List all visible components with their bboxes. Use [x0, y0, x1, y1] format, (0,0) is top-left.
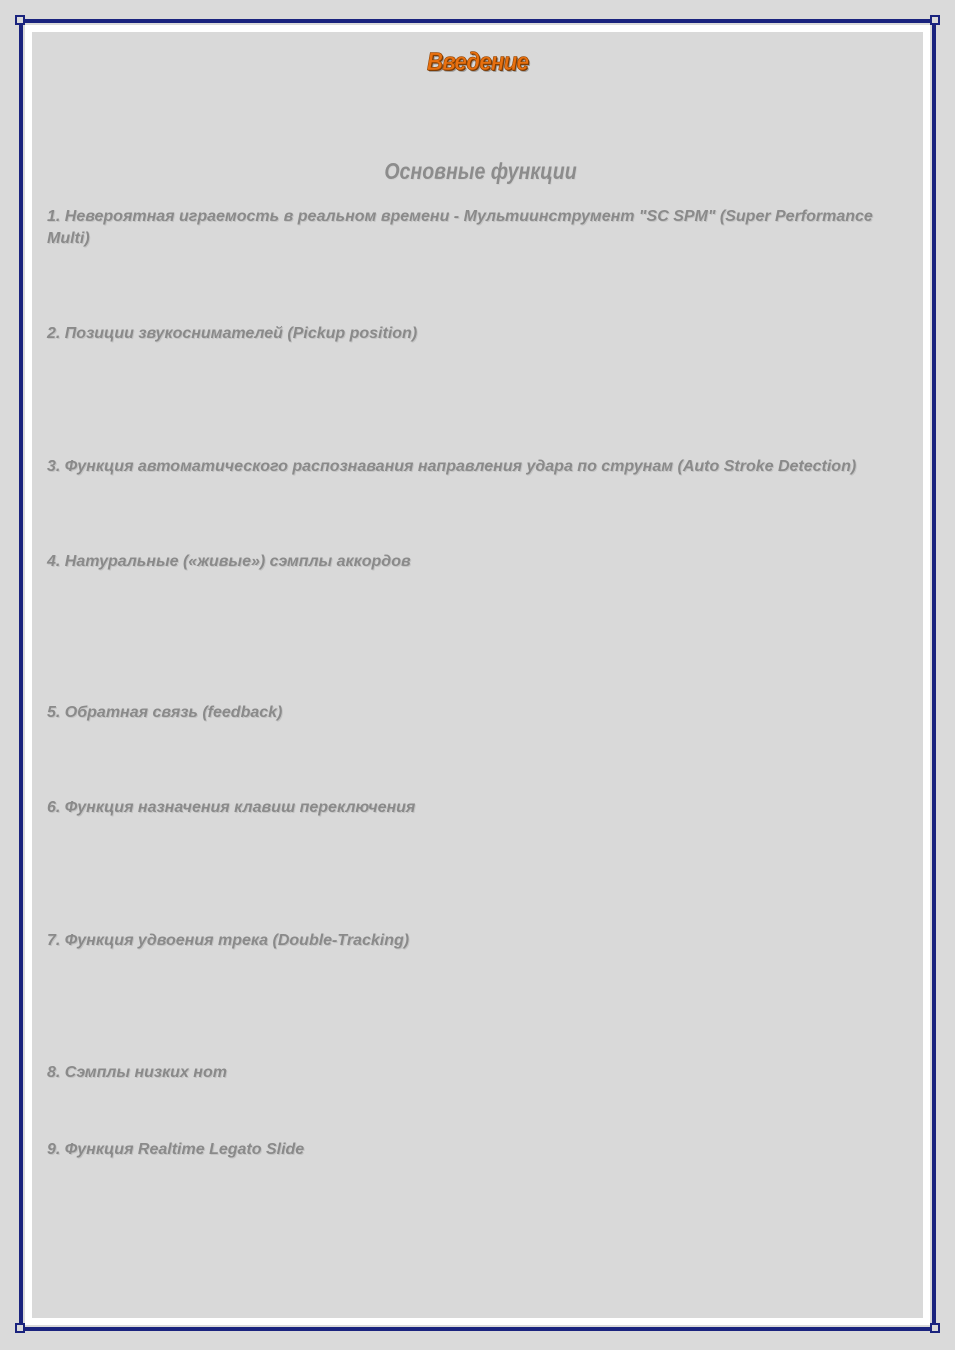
intro-title: Введение [426, 48, 529, 76]
section-title: Основные функции [384, 158, 577, 184]
border-corner-top-left [15, 15, 25, 25]
border-corner-bottom-left [15, 1323, 25, 1333]
feature-item-2: 2. Позиции звукоснимателей (Pickup position) [47, 325, 418, 342]
feature-item-6: 6. Функция назначения клавиш переключения [47, 799, 416, 816]
feature-item-7: 7. Функция удвоения трека (Double-Tracking) [47, 932, 410, 949]
feature-item-5: 5. Обратная связь (feedback) [47, 704, 283, 721]
feature-item-4: 4. Натуральные («живые») сэмплы аккордов [47, 553, 411, 570]
feature-item-1: 1. Невероятная играемость в реальном времени - Мультиинструмент "SC SPM" (Super Performance Multi) [47, 208, 873, 247]
border-corner-top-right [930, 15, 940, 25]
feature-item-8: 8. Сэмплы низких нот [47, 1064, 227, 1081]
border-corner-bottom-right [930, 1323, 940, 1333]
feature-item-3: 3. Функция автоматического распознавания направления удара по струнам (Auto Stroke Detection) [47, 458, 857, 475]
feature-item-9: 9. Функция Realtime Legato Slide [47, 1141, 305, 1158]
